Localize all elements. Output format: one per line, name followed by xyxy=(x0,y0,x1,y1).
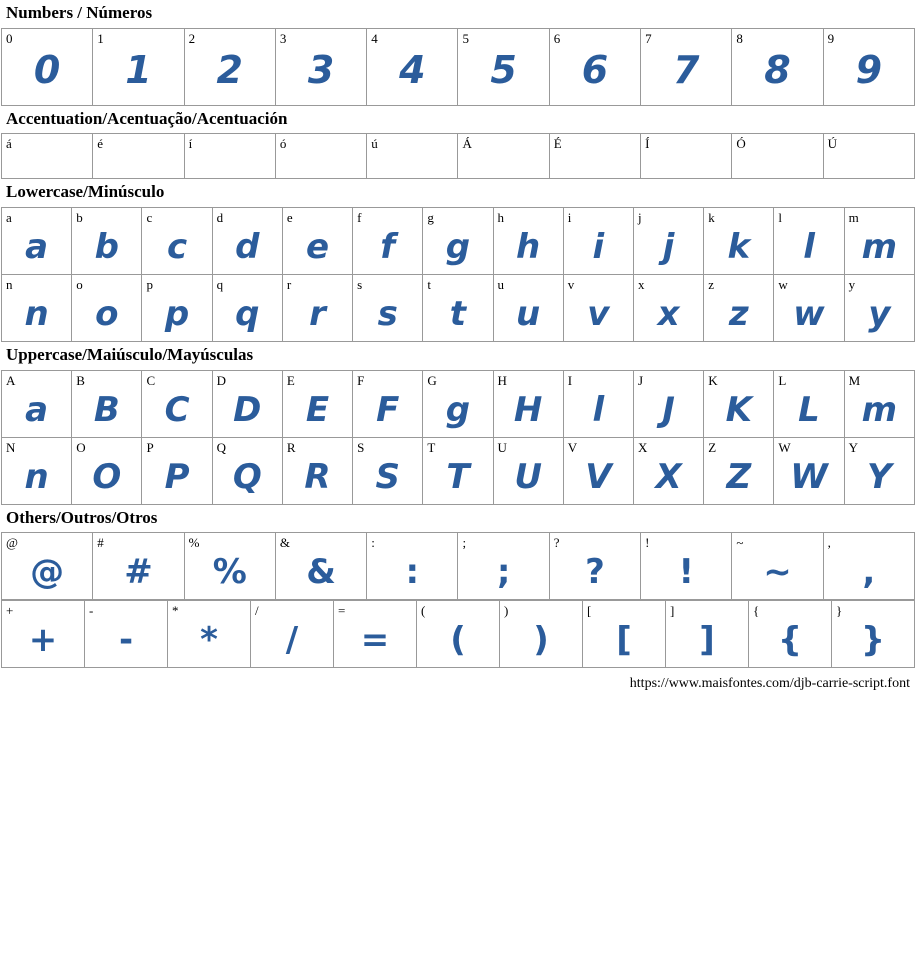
glyph-label: + xyxy=(6,603,14,619)
glyph-sample: q xyxy=(235,294,260,335)
glyph-label: r xyxy=(286,277,292,293)
table-row xyxy=(2,208,915,275)
glyph-label: H xyxy=(497,372,507,388)
glyph-label: S xyxy=(357,439,365,455)
glyph-label: t xyxy=(427,277,431,293)
glyph-cell-G xyxy=(423,370,493,437)
glyph-sample: 0 xyxy=(33,47,61,92)
glyph-cell-H xyxy=(493,370,563,437)
glyph-sample: V xyxy=(585,456,612,497)
glyph-cell-exclamation xyxy=(641,533,732,600)
glyph-label: ó xyxy=(279,136,287,152)
glyph-sample: g xyxy=(445,389,471,430)
glyph-label: , xyxy=(827,535,831,551)
glyph-cell-i-acute xyxy=(184,134,275,179)
glyph-label: U xyxy=(497,439,507,455)
glyph-cell-O xyxy=(72,437,142,504)
glyph-cell-e xyxy=(282,208,352,275)
glyph-cell-L xyxy=(774,370,844,437)
section-title-accentuation: Accentuation/Acentuação/Acentuación xyxy=(6,108,288,128)
glyph-label: g xyxy=(427,210,434,226)
glyph-cell-C xyxy=(142,370,212,437)
glyph-sample: l xyxy=(592,389,605,430)
glyph-cell-g xyxy=(423,208,493,275)
glyph-sample: U xyxy=(514,456,542,497)
glyph-label: ) xyxy=(504,603,509,619)
glyph-sample: Q xyxy=(232,456,262,497)
glyph-label: p xyxy=(146,277,153,293)
glyph-label: P xyxy=(146,439,154,455)
glyph-label: é xyxy=(97,136,104,152)
glyph-label: N xyxy=(6,439,16,455)
glyph-label: * xyxy=(172,603,179,619)
glyph-cell-w xyxy=(774,275,844,342)
glyph-table-lowercase xyxy=(1,207,915,342)
glyph-sample: ( xyxy=(450,620,466,661)
glyph-sample: d xyxy=(235,227,260,268)
glyph-sample: [ xyxy=(616,620,632,661)
glyph-label: [ xyxy=(587,603,592,619)
glyph-label: m xyxy=(848,210,859,226)
glyph-label: / xyxy=(255,603,259,619)
glyph-label: T xyxy=(427,439,436,455)
glyph-cell-asterisk xyxy=(168,601,251,668)
glyph-label: B xyxy=(76,372,85,388)
glyph-cell-q xyxy=(212,275,282,342)
glyph-label: ; xyxy=(462,535,467,551)
glyph-cell-k xyxy=(704,208,774,275)
glyph-label: G xyxy=(427,372,437,388)
glyph-label: q xyxy=(216,277,224,293)
glyph-cell-m xyxy=(844,208,914,275)
glyph-cell-U xyxy=(493,437,563,504)
glyph-label: f xyxy=(357,210,362,226)
glyph-cell-brace-open xyxy=(749,601,832,668)
glyph-label: s xyxy=(357,277,363,293)
glyph-cell-i xyxy=(563,208,633,275)
glyph-label: j xyxy=(637,210,642,226)
glyph-cell-z xyxy=(704,275,774,342)
glyph-sample: u xyxy=(516,294,541,335)
glyph-label: 3 xyxy=(279,30,287,46)
glyph-sample: - xyxy=(118,620,134,661)
glyph-label: 5 xyxy=(462,30,469,46)
glyph-sample: + xyxy=(28,620,58,661)
glyph-label: k xyxy=(708,210,715,226)
glyph-sample: Y xyxy=(867,456,892,497)
glyph-cell-E xyxy=(282,370,352,437)
glyph-sample: 6 xyxy=(581,47,609,92)
glyph-cell-o xyxy=(72,275,142,342)
glyph-cell-V xyxy=(563,437,633,504)
glyph-label: J xyxy=(637,372,644,388)
glyph-cell-D xyxy=(212,370,282,437)
glyph-cell-3 xyxy=(275,28,366,105)
glyph-sample: ? xyxy=(585,552,605,593)
glyph-cell-U-acute xyxy=(823,134,914,179)
glyph-label: X xyxy=(637,439,648,455)
glyph-sample: i xyxy=(592,227,605,268)
glyph-sample: g xyxy=(445,227,471,268)
glyph-label: } xyxy=(836,603,843,619)
glyph-cell-paren-open xyxy=(417,601,500,668)
glyph-cell-u-acute xyxy=(367,134,458,179)
glyph-table-numbers xyxy=(1,28,915,106)
glyph-label: u xyxy=(497,277,505,293)
glyph-sample: v xyxy=(587,294,610,335)
glyph-cell-e-acute xyxy=(93,134,184,179)
glyph-label: l xyxy=(778,210,783,226)
glyph-cell-I-acute xyxy=(641,134,732,179)
glyph-cell-M xyxy=(844,370,914,437)
glyph-sample: c xyxy=(166,227,188,268)
glyph-sample: o xyxy=(95,294,119,335)
glyph-cell-b xyxy=(72,208,142,275)
glyph-cell-s xyxy=(353,275,423,342)
glyph-label: y xyxy=(848,277,856,293)
glyph-sample: B xyxy=(93,389,120,430)
glyph-label: i xyxy=(567,210,572,226)
glyph-label: h xyxy=(497,210,505,226)
glyph-label: 1 xyxy=(97,30,104,46)
glyph-sample: H xyxy=(513,389,543,430)
glyph-table-others-2 xyxy=(1,600,915,668)
glyph-cell-hash xyxy=(93,533,184,600)
glyph-cell-v xyxy=(563,275,633,342)
glyph-cell-at xyxy=(2,533,93,600)
glyph-sample: ! xyxy=(678,552,694,593)
glyph-label: É xyxy=(553,136,562,152)
glyph-label: C xyxy=(146,372,156,388)
glyph-sample: P xyxy=(164,456,190,497)
glyph-sample: Z xyxy=(726,456,752,497)
table-row xyxy=(2,134,915,179)
glyph-sample: ) xyxy=(533,620,549,661)
glyph-sample: J xyxy=(662,389,675,430)
glyph-cell-u xyxy=(493,275,563,342)
glyph-sample: 1 xyxy=(125,47,152,92)
glyph-cell-equals xyxy=(334,601,417,668)
glyph-sample: j xyxy=(662,227,675,268)
glyph-label: 6 xyxy=(553,30,561,46)
glyph-sample: / xyxy=(285,620,299,661)
glyph-label: 9 xyxy=(827,30,835,46)
glyph-cell-minus xyxy=(85,601,168,668)
glyph-label: # xyxy=(97,535,104,551)
glyph-cell-9 xyxy=(823,28,914,105)
glyph-cell-I xyxy=(563,370,633,437)
glyph-sample: b xyxy=(94,227,119,268)
table-row xyxy=(2,275,915,342)
glyph-cell-0 xyxy=(2,28,93,105)
glyph-label: n xyxy=(6,277,13,293)
section-title-lowercase: Lowercase/Minúsculo xyxy=(6,182,165,202)
glyph-label: Í xyxy=(645,136,650,152)
glyph-sample: W xyxy=(790,456,828,497)
glyph-label: Ú xyxy=(827,136,838,152)
glyph-label: V xyxy=(567,439,578,455)
glyph-label: D xyxy=(216,372,227,388)
glyph-label: w xyxy=(778,277,788,293)
glyph-sample: { xyxy=(777,620,803,661)
glyph-sample: F xyxy=(376,389,400,430)
glyph-sample: x xyxy=(657,294,680,335)
glyph-cell-E-acute xyxy=(549,134,640,179)
glyph-sample: n xyxy=(24,456,49,497)
glyph-sample: 3 xyxy=(307,47,335,92)
glyph-label: 8 xyxy=(736,30,743,46)
glyph-sample: 5 xyxy=(490,47,517,92)
glyph-label: 2 xyxy=(188,30,196,46)
glyph-cell-R xyxy=(282,437,352,504)
glyph-cell-p xyxy=(142,275,212,342)
glyph-cell-6 xyxy=(549,28,640,105)
glyph-label: O xyxy=(76,439,86,455)
glyph-sample: E xyxy=(305,389,330,430)
glyph-sample: m xyxy=(861,227,898,268)
glyph-sample: S xyxy=(375,456,400,497)
glyph-label: & xyxy=(279,535,291,551)
glyph-label: K xyxy=(708,372,718,388)
glyph-cell-y xyxy=(844,275,914,342)
glyph-cell-8 xyxy=(732,28,823,105)
glyph-cell-1 xyxy=(93,28,184,105)
glyph-sample: = xyxy=(360,620,390,661)
glyph-label: 0 xyxy=(6,30,13,46)
glyph-sample: 8 xyxy=(764,47,791,92)
glyph-sample: K xyxy=(725,389,752,430)
glyph-cell-j xyxy=(633,208,703,275)
glyph-label: b xyxy=(76,210,83,226)
glyph-label: e xyxy=(286,210,293,226)
glyph-sample: O xyxy=(92,456,122,497)
glyph-cell-A-acute xyxy=(458,134,549,179)
glyph-label: ! xyxy=(645,535,650,551)
glyph-sample: e xyxy=(305,227,330,268)
glyph-sample: : xyxy=(405,552,420,593)
glyph-cell-Z xyxy=(704,437,774,504)
glyph-sample: s xyxy=(377,294,398,335)
section-title-others: Others/Outros/Otros xyxy=(6,507,158,527)
glyph-sample: l xyxy=(803,227,815,268)
glyph-cell-X xyxy=(633,437,703,504)
glyph-label: { xyxy=(753,603,760,619)
glyph-label: ( xyxy=(421,603,426,619)
glyph-sample: D xyxy=(233,389,262,430)
glyph-cell-Q xyxy=(212,437,282,504)
table-row xyxy=(2,28,915,105)
glyph-sample: X xyxy=(655,456,682,497)
glyph-label: L xyxy=(778,372,787,388)
glyph-cell-l xyxy=(774,208,844,275)
glyph-cell-a-acute xyxy=(2,134,93,179)
glyph-cell-7 xyxy=(641,28,732,105)
glyph-sample: L xyxy=(798,389,820,430)
glyph-sample: & xyxy=(306,552,336,593)
glyph-cell-d xyxy=(212,208,282,275)
glyph-label: @ xyxy=(6,535,18,551)
glyph-label: : xyxy=(371,535,375,551)
glyph-cell-4 xyxy=(367,28,458,105)
glyph-cell-N xyxy=(2,437,72,504)
glyph-sample: 9 xyxy=(855,47,883,92)
glyph-label: d xyxy=(216,210,224,226)
glyph-label: z xyxy=(708,277,714,293)
glyph-cell-bracket-close xyxy=(666,601,749,668)
glyph-cell-K xyxy=(704,370,774,437)
glyph-sample: n xyxy=(24,294,49,335)
glyph-cell-n xyxy=(2,275,72,342)
glyph-cell-S xyxy=(353,437,423,504)
glyph-label: Z xyxy=(708,439,717,455)
glyph-label: A xyxy=(6,372,16,388)
table-row xyxy=(2,533,915,600)
glyph-cell-2 xyxy=(184,28,275,105)
glyph-cell-F xyxy=(353,370,423,437)
glyph-label: Ó xyxy=(736,136,746,152)
glyph-cell-J xyxy=(633,370,703,437)
glyph-label: Á xyxy=(462,136,472,152)
glyph-cell-B xyxy=(72,370,142,437)
glyph-label: ] xyxy=(670,603,675,619)
glyph-cell-O-acute xyxy=(732,134,823,179)
glyph-sample: ; xyxy=(496,552,511,593)
glyph-cell-a xyxy=(2,208,72,275)
glyph-cell-Y xyxy=(844,437,914,504)
section-title-uppercase: Uppercase/Maiúsculo/Mayúsculas xyxy=(6,345,254,365)
glyph-sample: f xyxy=(380,227,396,268)
glyph-cell-percent xyxy=(184,533,275,600)
glyph-cell-tilde xyxy=(732,533,823,600)
glyph-sample: , xyxy=(862,552,876,593)
glyph-cell-r xyxy=(282,275,352,342)
glyph-sample: a xyxy=(25,227,49,268)
glyph-label: M xyxy=(848,372,861,388)
glyph-cell-paren-close xyxy=(500,601,583,668)
glyph-cell-comma xyxy=(823,533,914,600)
glyph-table-uppercase xyxy=(1,370,915,505)
glyph-label: F xyxy=(357,372,365,388)
glyph-label: E xyxy=(286,372,295,388)
glyph-label: 7 xyxy=(645,30,652,46)
glyph-label: R xyxy=(286,439,296,455)
table-row xyxy=(2,601,915,668)
glyph-cell-ampersand xyxy=(275,533,366,600)
glyph-cell-h xyxy=(493,208,563,275)
glyph-cell-t xyxy=(423,275,493,342)
glyph-label: í xyxy=(188,136,193,152)
glyph-cell-c xyxy=(142,208,212,275)
glyph-label: I xyxy=(567,372,573,388)
glyph-sample: R xyxy=(304,456,331,497)
glyph-cell-semicolon xyxy=(458,533,549,600)
glyph-sample: @ xyxy=(30,552,65,593)
glyph-cell-P xyxy=(142,437,212,504)
glyph-cell-f xyxy=(353,208,423,275)
glyph-sample: p xyxy=(164,294,190,335)
glyph-cell-slash xyxy=(251,601,334,668)
glyph-cell-W xyxy=(774,437,844,504)
glyph-sample: T xyxy=(446,456,470,497)
glyph-cell-question xyxy=(549,533,640,600)
glyph-sample: y xyxy=(868,294,891,335)
glyph-sample: h xyxy=(516,227,541,268)
glyph-cell-A xyxy=(2,370,72,437)
glyph-cell-colon xyxy=(367,533,458,600)
glyph-cell-T xyxy=(423,437,493,504)
glyph-cell-bracket-open xyxy=(583,601,666,668)
glyph-label: á xyxy=(6,136,12,152)
glyph-sample: w xyxy=(793,294,825,335)
glyph-label: % xyxy=(188,535,200,551)
glyph-sample: ] xyxy=(699,620,715,661)
glyph-sample: 4 xyxy=(399,47,426,92)
glyph-sample: m xyxy=(861,389,898,430)
glyph-label: = xyxy=(338,603,346,619)
glyph-cell-o-acute xyxy=(275,134,366,179)
glyph-label: 4 xyxy=(371,30,378,46)
glyph-sample: k xyxy=(727,227,751,268)
glyph-sample: * xyxy=(200,620,218,661)
glyph-sample: 7 xyxy=(673,47,700,92)
glyph-label: ? xyxy=(553,535,560,551)
glyph-label: v xyxy=(567,277,575,293)
glyph-cell-x xyxy=(633,275,703,342)
glyph-label: ú xyxy=(371,136,378,152)
source-url[interactable]: https://www.maisfontes.com/djb-carrie-script.font xyxy=(629,676,910,692)
glyph-label: a xyxy=(6,210,12,226)
glyph-sample: r xyxy=(309,294,326,335)
glyph-sample: ~ xyxy=(763,552,792,593)
glyph-sample: t xyxy=(449,294,467,335)
glyph-label: Q xyxy=(216,439,227,455)
glyph-cell-5 xyxy=(458,28,549,105)
glyph-label: W xyxy=(778,439,791,455)
glyph-label: x xyxy=(637,277,645,293)
glyph-cell-brace-close xyxy=(832,601,915,668)
glyph-table-others xyxy=(1,532,915,600)
glyph-sample: 2 xyxy=(216,47,243,92)
glyph-sample: % xyxy=(212,552,247,593)
glyph-cell-plus xyxy=(2,601,85,668)
glyph-table-accentuation xyxy=(1,133,915,179)
table-row xyxy=(2,370,915,437)
glyph-sample: a xyxy=(25,389,49,430)
glyph-label: Y xyxy=(848,439,859,455)
glyph-label: c xyxy=(146,210,153,226)
glyph-label: ~ xyxy=(736,535,744,551)
glyph-sample: C xyxy=(164,389,190,430)
glyph-sample: # xyxy=(124,552,153,593)
glyph-sample: z xyxy=(728,294,749,335)
glyph-label: o xyxy=(76,277,83,293)
glyph-label: - xyxy=(89,603,94,619)
table-row xyxy=(2,437,915,504)
glyph-sample: } xyxy=(860,620,886,661)
section-title-numbers: Numbers / Números xyxy=(6,3,153,22)
